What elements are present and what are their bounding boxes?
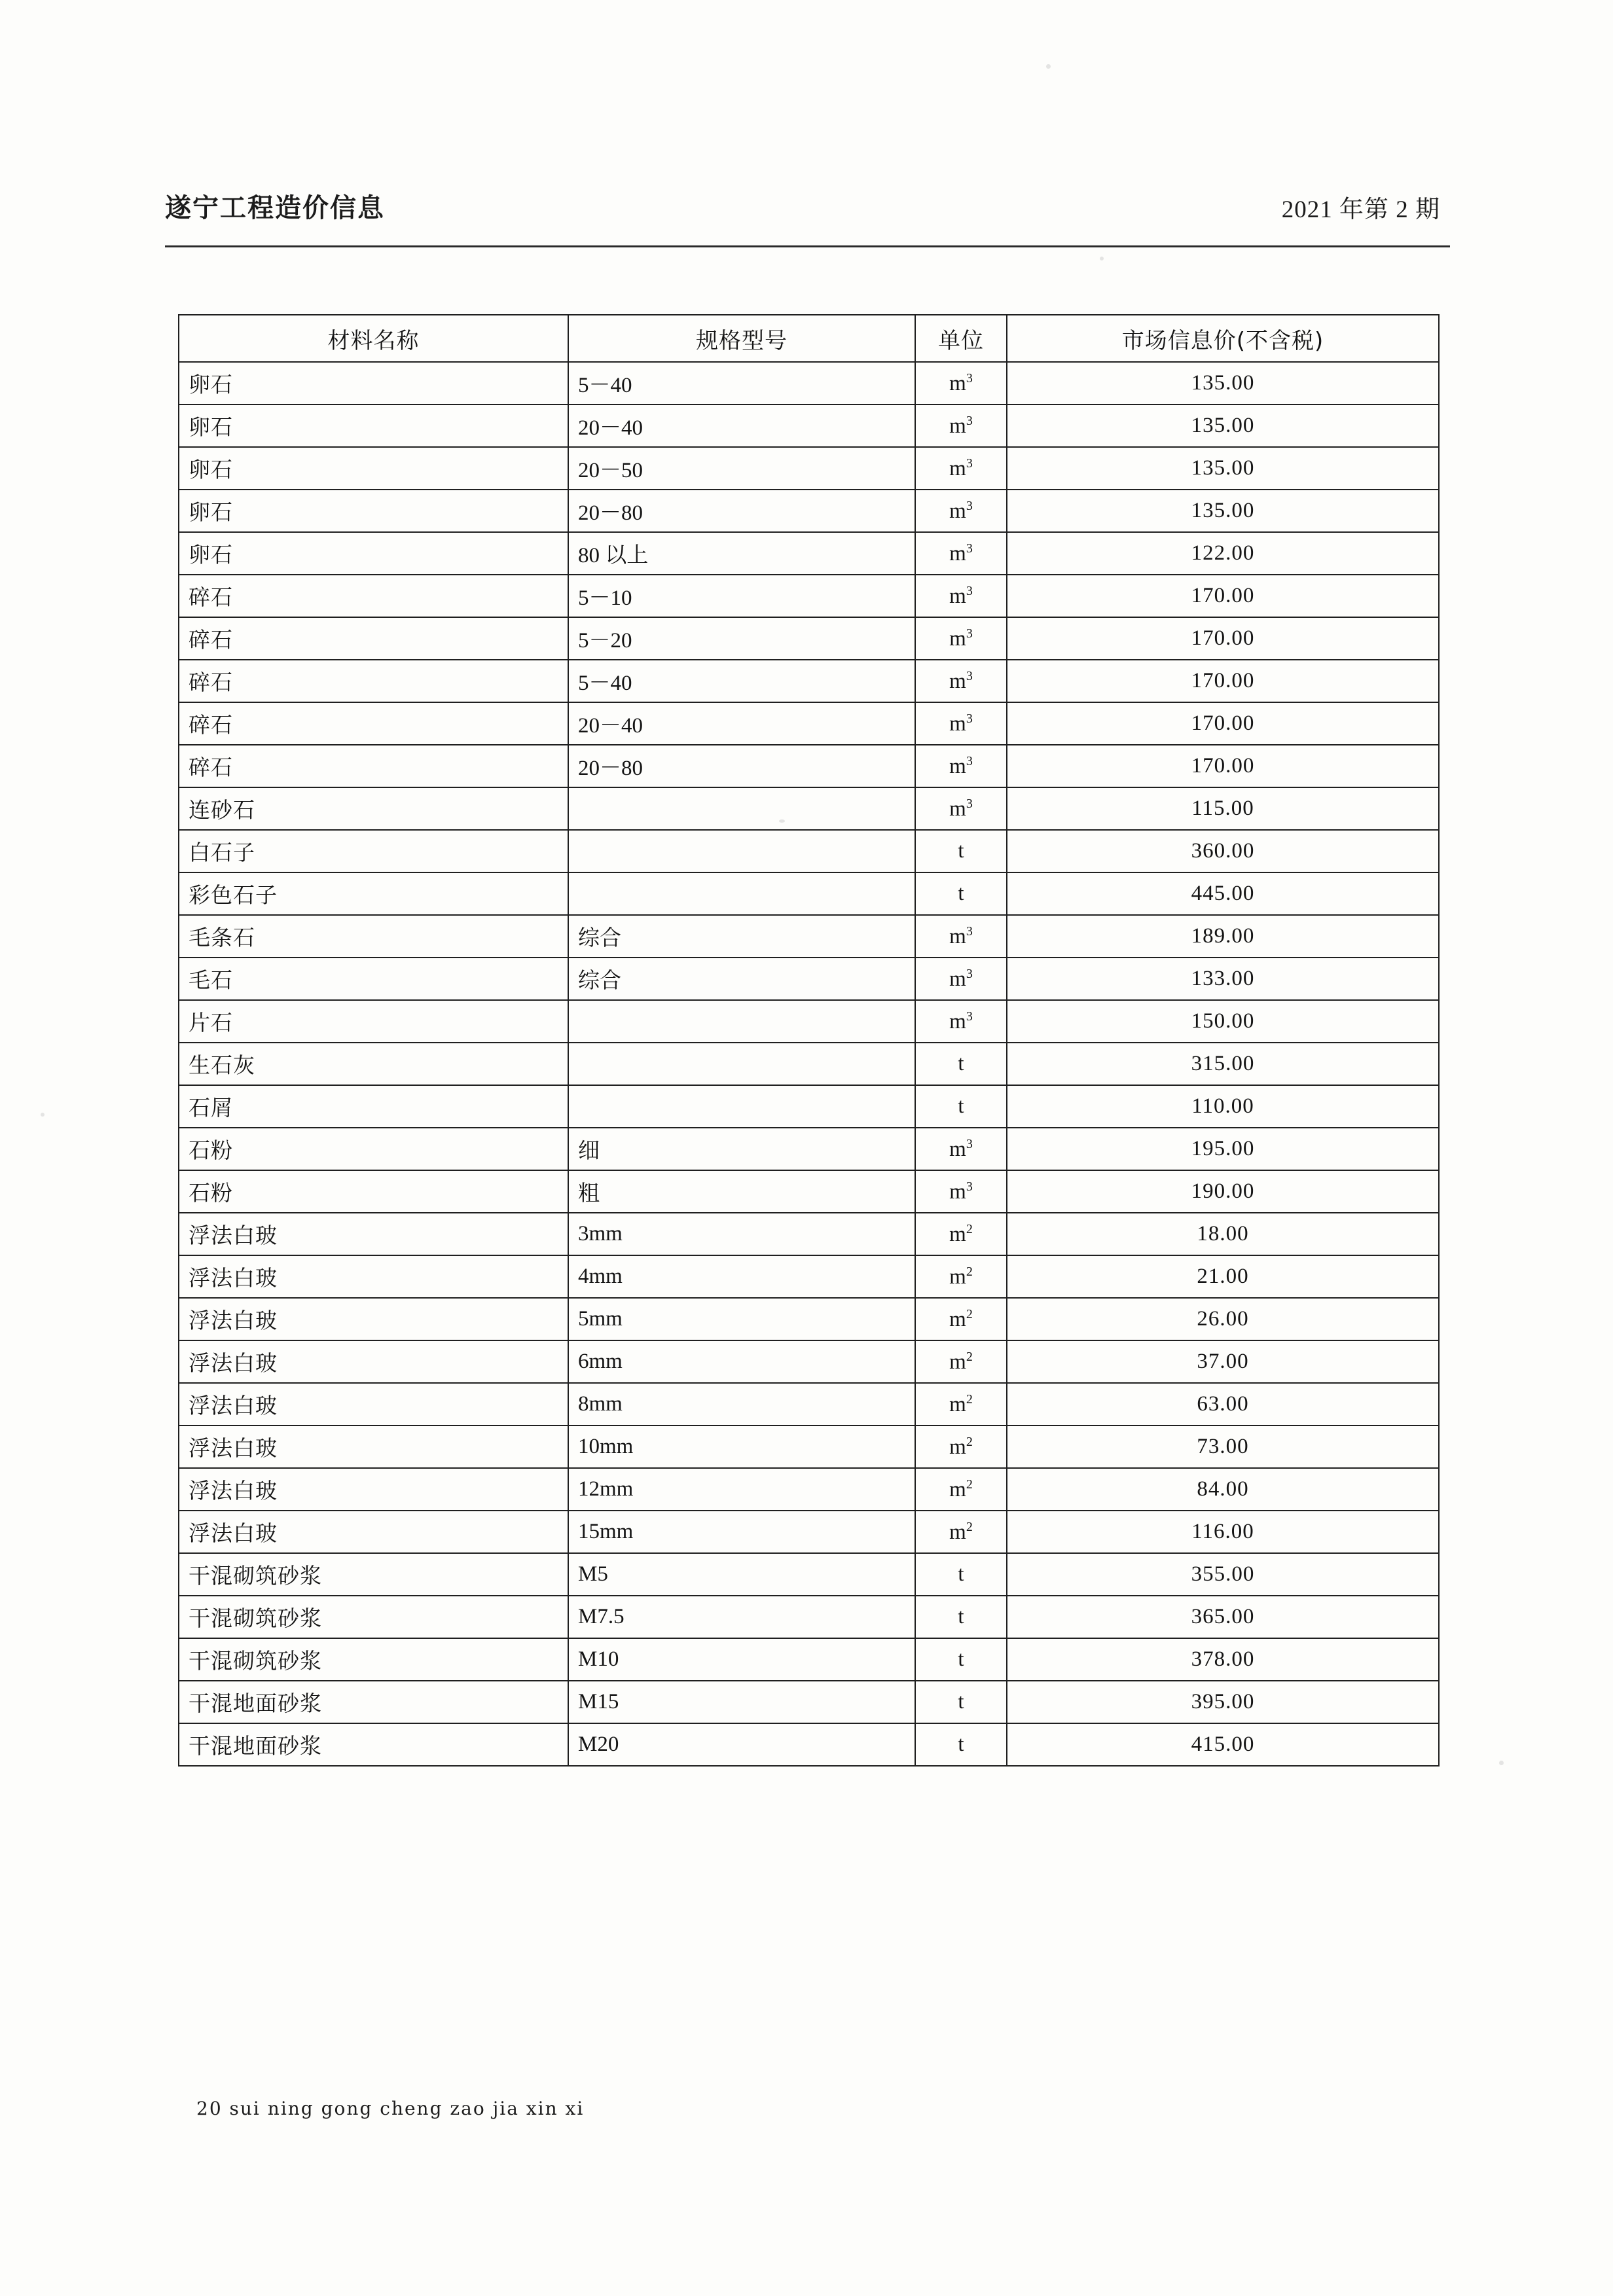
- unit-exponent: 3: [966, 924, 973, 939]
- unit-base: m: [949, 1009, 966, 1033]
- cell-unit: [915, 915, 1007, 958]
- unit-base: m: [949, 1477, 966, 1501]
- unit-exponent: 3: [966, 668, 973, 683]
- unit-exponent: 2: [966, 1519, 973, 1534]
- table-row: [179, 1085, 1439, 1128]
- cell-unit: [915, 1553, 1007, 1596]
- table-row: [179, 1511, 1439, 1553]
- table-row: [179, 1468, 1439, 1511]
- cell-material-name: 碎石: [179, 745, 568, 787]
- unit-exponent: 2: [966, 1391, 973, 1407]
- cell-material-name: 碎石: [179, 660, 568, 702]
- cell-market-price: 133.00: [1007, 958, 1439, 1000]
- cell-material-name: 彩色石子: [179, 872, 568, 915]
- cell-specification: 8mm: [568, 1383, 915, 1426]
- cell-material-name: 浮法白玻: [179, 1426, 568, 1468]
- cell-specification: 细: [568, 1128, 915, 1170]
- unit-exponent: 3: [966, 966, 973, 981]
- table-row: [179, 745, 1439, 787]
- unit-base: m: [949, 967, 966, 991]
- unit-base: m: [949, 541, 966, 565]
- unit-base: m: [949, 371, 966, 395]
- cell-material-name: 浮法白玻: [179, 1340, 568, 1383]
- cell-material-name: 干混地面砂浆: [179, 1723, 568, 1766]
- cell-specification: M7.5: [568, 1596, 915, 1638]
- table-row: [179, 830, 1439, 872]
- cell-unit: [915, 1170, 1007, 1213]
- cell-specification: 80 以上: [568, 532, 915, 575]
- table-row: [179, 1553, 1439, 1596]
- unit-exponent: 2: [966, 1264, 973, 1279]
- unit-base: t: [958, 1605, 964, 1628]
- cell-market-price: 18.00: [1007, 1213, 1439, 1255]
- cell-specification: M5: [568, 1553, 915, 1596]
- table-row: [179, 660, 1439, 702]
- unit-base: t: [958, 1690, 964, 1713]
- cell-unit: [915, 532, 1007, 575]
- cell-material-name: 卵石: [179, 490, 568, 532]
- cell-specification: 5－40: [568, 660, 915, 702]
- column-header-unit: 单位: [915, 315, 1007, 362]
- cell-unit: [915, 1255, 1007, 1298]
- unit-exponent: 2: [966, 1349, 973, 1364]
- cell-specification: 12mm: [568, 1468, 915, 1511]
- cell-specification: [568, 872, 915, 915]
- table-row: [179, 1043, 1439, 1085]
- cell-unit: [915, 617, 1007, 660]
- unit-exponent: 2: [966, 1477, 973, 1492]
- cell-unit: [915, 1468, 1007, 1511]
- unit-base: m: [949, 499, 966, 523]
- unit-base: t: [958, 1562, 964, 1586]
- cell-material-name: 卵石: [179, 447, 568, 490]
- cell-market-price: 445.00: [1007, 872, 1439, 915]
- cell-unit: [915, 872, 1007, 915]
- cell-specification: 6mm: [568, 1340, 915, 1383]
- cell-unit: [915, 958, 1007, 1000]
- cell-specification: 5－20: [568, 617, 915, 660]
- cell-specification: 20－80: [568, 745, 915, 787]
- unit-exponent: 3: [966, 1136, 973, 1151]
- cell-unit: [915, 787, 1007, 830]
- cell-specification: M15: [568, 1681, 915, 1723]
- cell-specification: 4mm: [568, 1255, 915, 1298]
- cell-specification: 5mm: [568, 1298, 915, 1340]
- cell-material-name: 干混砌筑砂浆: [179, 1596, 568, 1638]
- cell-specification: [568, 1043, 915, 1085]
- cell-market-price: 63.00: [1007, 1383, 1439, 1426]
- cell-specification: 综合: [568, 915, 915, 958]
- table-row: [179, 1383, 1439, 1426]
- cell-market-price: 365.00: [1007, 1596, 1439, 1638]
- unit-base: t: [958, 1094, 964, 1118]
- table-row: [179, 1426, 1439, 1468]
- unit-base: t: [958, 1052, 964, 1075]
- cell-specification: 综合: [568, 958, 915, 1000]
- cell-material-name: 浮法白玻: [179, 1383, 568, 1426]
- cell-specification: 粗: [568, 1170, 915, 1213]
- table-row: [179, 447, 1439, 490]
- column-header-name: 材料名称: [179, 315, 568, 362]
- table-row: [179, 1298, 1439, 1340]
- cell-material-name: 毛石: [179, 958, 568, 1000]
- unit-base: t: [958, 839, 964, 863]
- cell-unit: [915, 1681, 1007, 1723]
- cell-unit: [915, 1213, 1007, 1255]
- cell-specification: 3mm: [568, 1213, 915, 1255]
- unit-base: m: [949, 711, 966, 736]
- cell-market-price: 315.00: [1007, 1043, 1439, 1085]
- cell-material-name: 卵石: [179, 532, 568, 575]
- cell-market-price: 135.00: [1007, 447, 1439, 490]
- cell-unit: [915, 447, 1007, 490]
- cell-market-price: 135.00: [1007, 490, 1439, 532]
- cell-specification: 15mm: [568, 1511, 915, 1553]
- page-header: [165, 187, 1448, 224]
- cell-unit: [915, 1085, 1007, 1128]
- unit-exponent: 3: [966, 626, 973, 641]
- cell-material-name: 生石灰: [179, 1043, 568, 1085]
- table-row: [179, 404, 1439, 447]
- unit-base: m: [949, 1265, 966, 1289]
- cell-material-name: 毛条石: [179, 915, 568, 958]
- unit-exponent: 3: [966, 1009, 973, 1024]
- cell-unit: [915, 1340, 1007, 1383]
- column-header-price: 市场信息价(不含税): [1007, 315, 1439, 362]
- cell-specification: [568, 1085, 915, 1128]
- cell-unit: [915, 490, 1007, 532]
- cell-market-price: 378.00: [1007, 1638, 1439, 1681]
- cell-market-price: 135.00: [1007, 362, 1439, 404]
- cell-specification: [568, 787, 915, 830]
- cell-specification: 5－10: [568, 575, 915, 617]
- cell-unit: [915, 1723, 1007, 1766]
- cell-material-name: 石屑: [179, 1085, 568, 1128]
- cell-material-name: 碎石: [179, 617, 568, 660]
- cell-market-price: 84.00: [1007, 1468, 1439, 1511]
- cell-material-name: 浮法白玻: [179, 1255, 568, 1298]
- unit-base: m: [949, 1520, 966, 1544]
- cell-specification: 5－40: [568, 362, 915, 404]
- unit-exponent: 3: [966, 498, 973, 513]
- cell-specification: 20－50: [568, 447, 915, 490]
- cell-material-name: 浮法白玻: [179, 1298, 568, 1340]
- table-row: [179, 1638, 1439, 1681]
- issue-label: 2021 年第 2 期: [1281, 196, 1440, 223]
- table-row: [179, 1340, 1439, 1383]
- cell-unit: [915, 1511, 1007, 1553]
- cell-material-name: 白石子: [179, 830, 568, 872]
- unit-base: m: [949, 1137, 966, 1161]
- unit-base: t: [958, 1647, 964, 1671]
- cell-market-price: 122.00: [1007, 532, 1439, 575]
- cell-market-price: 135.00: [1007, 404, 1439, 447]
- unit-exponent: 3: [966, 370, 973, 386]
- unit-exponent: 3: [966, 796, 973, 811]
- table-row: [179, 1170, 1439, 1213]
- unit-base: m: [949, 414, 966, 438]
- cell-market-price: 170.00: [1007, 660, 1439, 702]
- cell-market-price: 360.00: [1007, 830, 1439, 872]
- unit-base: t: [958, 882, 964, 905]
- cell-unit: [915, 702, 1007, 745]
- table-row: [179, 787, 1439, 830]
- cell-specification: M20: [568, 1723, 915, 1766]
- cell-specification: [568, 830, 915, 872]
- cell-specification: 10mm: [568, 1426, 915, 1468]
- table-row: [179, 532, 1439, 575]
- cell-unit: [915, 1000, 1007, 1043]
- cell-material-name: 卵石: [179, 404, 568, 447]
- cell-specification: M10: [568, 1638, 915, 1681]
- table-row: [179, 1255, 1439, 1298]
- cell-specification: [568, 1000, 915, 1043]
- table-row: [179, 1213, 1439, 1255]
- unit-exponent: 3: [966, 711, 973, 726]
- cell-market-price: 110.00: [1007, 1085, 1439, 1128]
- cell-material-name: 浮法白玻: [179, 1468, 568, 1511]
- table-row: [179, 915, 1439, 958]
- table-row: [179, 575, 1439, 617]
- table-row: [179, 1723, 1439, 1766]
- unit-exponent: 3: [966, 753, 973, 768]
- table-row: [179, 702, 1439, 745]
- cell-material-name: 干混砌筑砂浆: [179, 1553, 568, 1596]
- material-price-table: [178, 314, 1440, 1767]
- cell-market-price: 26.00: [1007, 1298, 1439, 1340]
- cell-market-price: 395.00: [1007, 1681, 1439, 1723]
- cell-material-name: 碎石: [179, 702, 568, 745]
- table-row: [179, 617, 1439, 660]
- unit-base: m: [949, 626, 966, 651]
- cell-market-price: 116.00: [1007, 1511, 1439, 1553]
- table-row: [179, 362, 1439, 404]
- cell-unit: [915, 404, 1007, 447]
- cell-material-name: 石粉: [179, 1128, 568, 1170]
- unit-base: m: [949, 1222, 966, 1246]
- cell-specification: 20－40: [568, 404, 915, 447]
- cell-market-price: 170.00: [1007, 617, 1439, 660]
- cell-market-price: 150.00: [1007, 1000, 1439, 1043]
- unit-exponent: 2: [966, 1221, 973, 1236]
- unit-base: m: [949, 584, 966, 608]
- cell-market-price: 190.00: [1007, 1170, 1439, 1213]
- unit-exponent: 3: [966, 456, 973, 471]
- header-divider: [165, 245, 1450, 247]
- table-row: [179, 958, 1439, 1000]
- table-row: [179, 1681, 1439, 1723]
- cell-market-price: 21.00: [1007, 1255, 1439, 1298]
- unit-base: m: [949, 797, 966, 821]
- cell-unit: [915, 1596, 1007, 1638]
- cell-unit: [915, 1298, 1007, 1340]
- publication-title: 遂宁工程造价信息: [165, 193, 385, 223]
- table-row: [179, 1000, 1439, 1043]
- cell-unit: [915, 1383, 1007, 1426]
- unit-base: t: [958, 1732, 964, 1756]
- cell-material-name: 浮法白玻: [179, 1511, 568, 1553]
- unit-base: m: [949, 1307, 966, 1331]
- cell-market-price: 115.00: [1007, 787, 1439, 830]
- table-row: [179, 490, 1439, 532]
- cell-unit: [915, 1638, 1007, 1681]
- unit-base: m: [949, 456, 966, 480]
- unit-base: m: [949, 669, 966, 693]
- page-footer: 20 sui ning gong cheng zao jia xin xi: [196, 2098, 585, 2119]
- cell-market-price: 170.00: [1007, 702, 1439, 745]
- table-row: [179, 1128, 1439, 1170]
- cell-unit: [915, 1043, 1007, 1085]
- unit-base: m: [949, 1179, 966, 1204]
- cell-market-price: 37.00: [1007, 1340, 1439, 1383]
- cell-market-price: 195.00: [1007, 1128, 1439, 1170]
- unit-base: m: [949, 924, 966, 948]
- unit-base: m: [949, 1435, 966, 1459]
- unit-exponent: 3: [966, 541, 973, 556]
- cell-material-name: 片石: [179, 1000, 568, 1043]
- cell-unit: [915, 575, 1007, 617]
- cell-unit: [915, 362, 1007, 404]
- cell-market-price: 415.00: [1007, 1723, 1439, 1766]
- cell-material-name: 连砂石: [179, 787, 568, 830]
- cell-unit: [915, 745, 1007, 787]
- unit-base: m: [949, 1392, 966, 1416]
- unit-exponent: 3: [966, 1179, 973, 1194]
- table-row: [179, 872, 1439, 915]
- unit-exponent: 3: [966, 583, 973, 598]
- cell-specification: 20－40: [568, 702, 915, 745]
- cell-material-name: 浮法白玻: [179, 1213, 568, 1255]
- cell-unit: [915, 660, 1007, 702]
- table-row: [179, 1596, 1439, 1638]
- unit-base: m: [949, 1350, 966, 1374]
- cell-unit: [915, 1128, 1007, 1170]
- unit-base: m: [949, 754, 966, 778]
- table-header-row: [179, 315, 1439, 362]
- cell-unit: [915, 1426, 1007, 1468]
- column-header-spec: 规格型号: [568, 315, 915, 362]
- cell-market-price: 170.00: [1007, 575, 1439, 617]
- unit-exponent: 3: [966, 413, 973, 428]
- cell-market-price: 189.00: [1007, 915, 1439, 958]
- cell-material-name: 干混地面砂浆: [179, 1681, 568, 1723]
- cell-material-name: 干混砌筑砂浆: [179, 1638, 568, 1681]
- cell-market-price: 73.00: [1007, 1426, 1439, 1468]
- cell-market-price: 355.00: [1007, 1553, 1439, 1596]
- unit-exponent: 2: [966, 1306, 973, 1321]
- cell-material-name: 石粉: [179, 1170, 568, 1213]
- cell-specification: 20－80: [568, 490, 915, 532]
- cell-market-price: 170.00: [1007, 745, 1439, 787]
- cell-material-name: 碎石: [179, 575, 568, 617]
- unit-exponent: 2: [966, 1434, 973, 1449]
- cell-unit: [915, 830, 1007, 872]
- cell-material-name: 卵石: [179, 362, 568, 404]
